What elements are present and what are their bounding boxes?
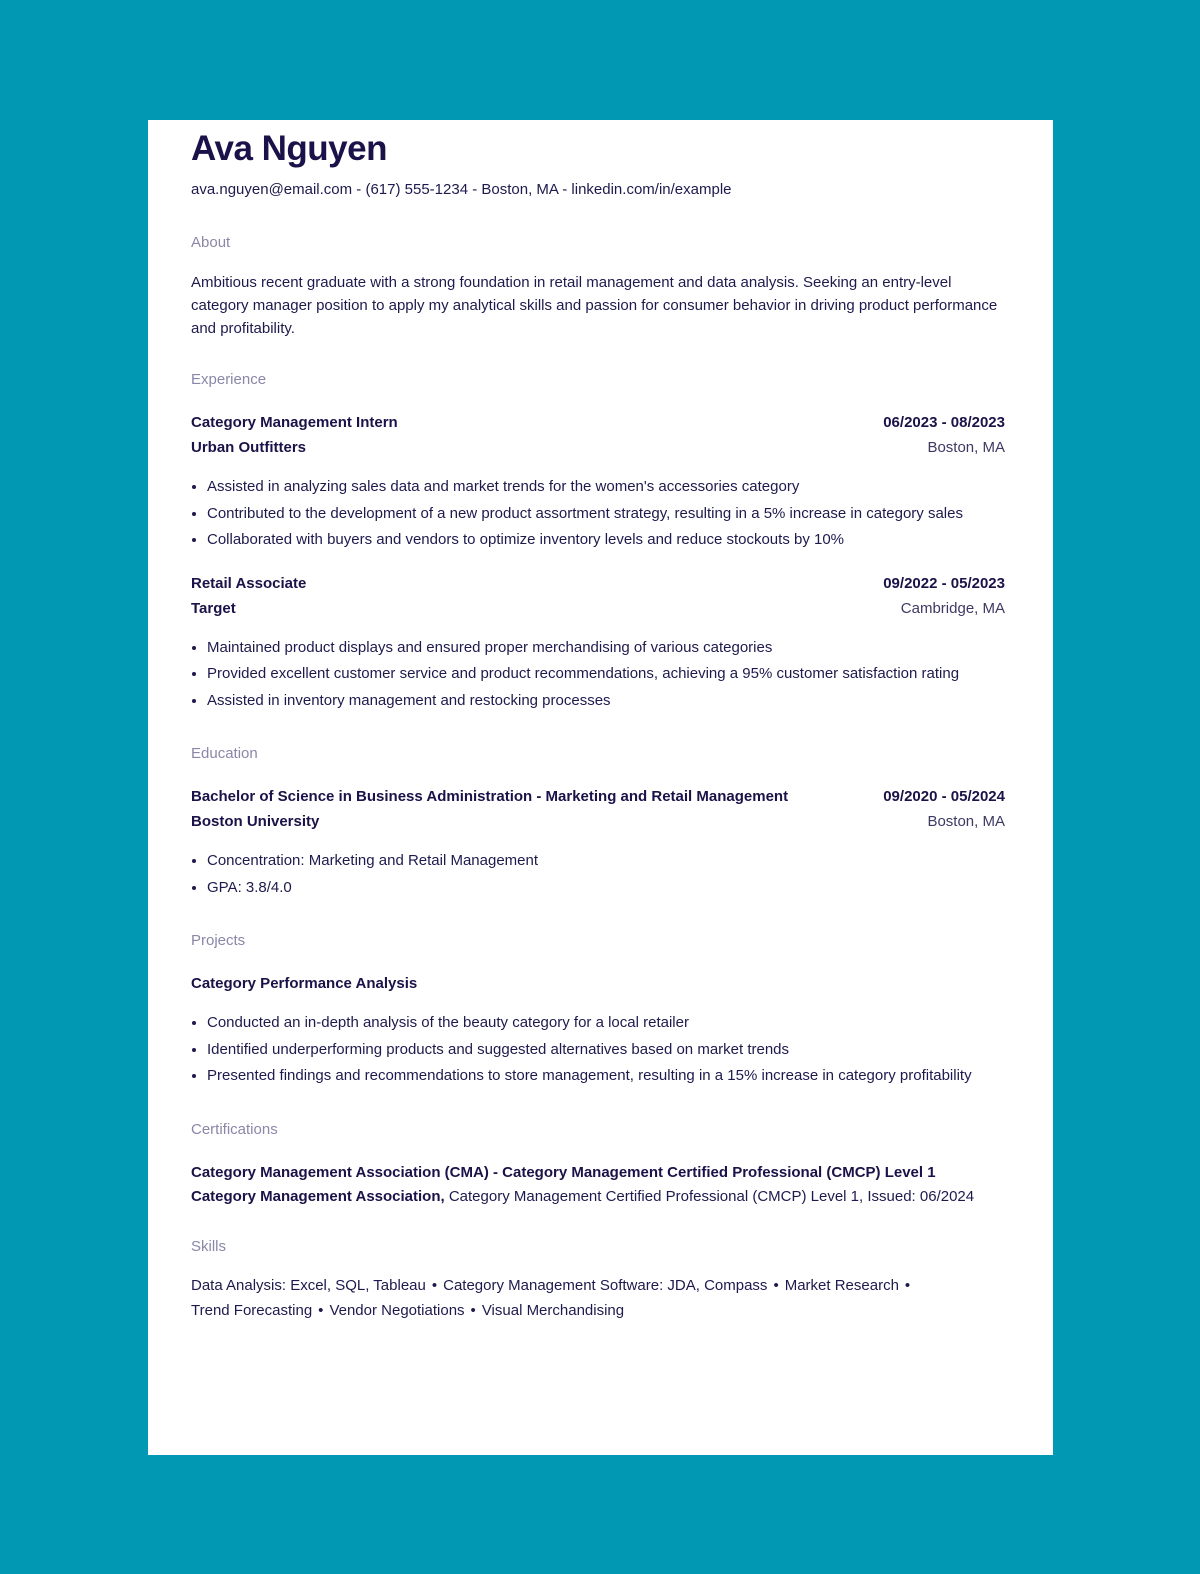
section-title-experience: Experience <box>191 371 267 388</box>
education-bullets <box>191 848 1005 901</box>
bullet-item: • Conducted an in-depth analysis of the beauty category for a local retailer <box>207 1010 1005 1037</box>
skill-item: Trend Forecasting <box>191 1301 313 1319</box>
project-entry <box>191 974 1005 1090</box>
bullet-item: • Identified underperforming products and suggested alternatives based on market trends <box>207 1037 1005 1064</box>
skill-separator: • <box>470 1301 476 1319</box>
skill-separator: • <box>318 1301 324 1319</box>
section-title-education: Education <box>191 745 258 762</box>
bullet-item: • Maintained product displays and ensured proper merchandising of various categories <box>207 635 1005 662</box>
skill-separator: • <box>773 1276 779 1294</box>
bullet-item: • Presented findings and recommendations to store management, resulting in a 15% increase in category profitability <box>207 1063 1005 1090</box>
section-title-projects: Projects <box>191 932 246 949</box>
school-name: Boston University <box>191 813 320 830</box>
skill-item: Vendor Negotiations <box>329 1301 465 1319</box>
education-dates: 09/2020 - 05/2024 <box>883 788 1005 805</box>
bullet-item: • Concentration: Marketing and Retail Management <box>207 848 1005 875</box>
resume-name: Ava Nguyen <box>191 129 387 168</box>
skills-list <box>191 1273 1005 1323</box>
certification-entry <box>191 1163 1005 1207</box>
section-title-about: About <box>191 234 231 251</box>
job-bullets <box>191 474 1005 554</box>
degree-title: Bachelor of Science in Business Administration - Marketing and Retail Management <box>191 788 789 805</box>
school-location: Boston, MA <box>927 813 1005 830</box>
certification-name: Category Management Association (CMA) - Category Management Certified Professional (CMCP) Level 1 <box>191 1163 936 1181</box>
education-entry <box>191 787 1005 901</box>
certification-info: Category Management Certified Professional (CMCP) Level 1, Issued: 06/2024 <box>444 1187 975 1205</box>
company-name: Target <box>191 599 236 617</box>
bullet-item: • Provided excellent customer service and product recommendations, achieving a 95% customer satisfaction rating <box>207 661 1005 688</box>
certification-issuer: Category Management Association, <box>191 1187 445 1205</box>
skill-separator: • <box>431 1276 438 1294</box>
contact-line: ava.nguyen@email.com - (617) 555-1234 - Boston, MA - linkedin.com/in/example <box>191 181 732 198</box>
company-name: Urban Outfitters <box>191 439 307 456</box>
bullet-item: • Contributed to the development of a new product assortment strategy, resulting in a 5% increase in category sales <box>207 501 1005 528</box>
job-bullets <box>191 635 1005 715</box>
job-dates: 06/2023 - 08/2023 <box>883 414 1005 431</box>
skill-item: Visual Merchandising <box>481 1301 625 1319</box>
skill-item: Market Research <box>784 1276 899 1294</box>
section-title-certifications: Certifications <box>191 1120 278 1138</box>
certification-detail <box>191 1187 1005 1207</box>
job-dates: 09/2022 - 05/2023 <box>883 574 1005 592</box>
bullet-item: • GPA: 3.8/4.0 <box>207 875 1005 902</box>
bullet-item: • Collaborated with buyers and vendors to optimize inventory levels and reduce stockouts by 10% <box>207 527 1005 554</box>
job-location: Boston, MA <box>927 439 1005 456</box>
skill-item: Data Analysis: Excel, SQL, Tableau <box>191 1276 426 1294</box>
skill-separator: • <box>904 1276 911 1294</box>
job-title: Retail Associate <box>191 574 307 592</box>
section-title-skills: Skills <box>191 1237 227 1255</box>
bullet-item: • Assisted in analyzing sales data and market trends for the women's accessories category <box>207 474 1005 501</box>
bullet-item: • Assisted in inventory management and restocking processes <box>207 688 1005 715</box>
skill-item: Category Management Software: JDA, Compass <box>443 1276 768 1294</box>
project-name: Category Performance Analysis <box>191 975 418 992</box>
job-location: Cambridge, MA <box>900 599 1005 617</box>
experience-entry <box>191 574 1005 715</box>
resume-page <box>148 120 1053 1455</box>
about-text: Ambitious recent graduate with a strong foundation in retail management and data analysis. Seeking an entry-level category manager position to apply my analytical skills and passion for consumer behavior in driving product performance and profitability. <box>191 274 998 337</box>
job-title: Category Management Intern <box>191 414 398 431</box>
experience-entry <box>191 413 1005 554</box>
project-bullets <box>191 1010 1005 1090</box>
